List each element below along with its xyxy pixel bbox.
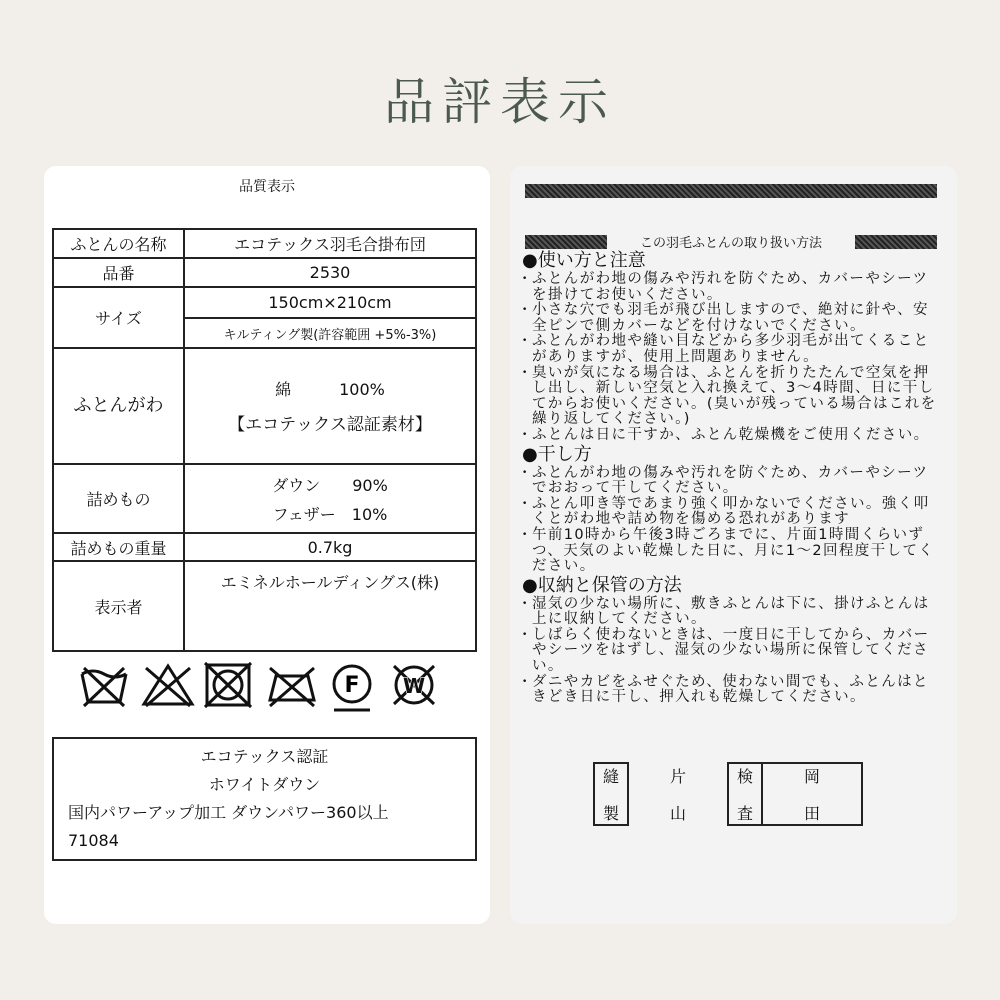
char: 田 bbox=[803, 804, 820, 823]
row-value: 150cm×210cm bbox=[184, 287, 476, 318]
row-label: ふとんの名称 bbox=[53, 229, 184, 258]
check-label bbox=[728, 763, 762, 825]
table-row bbox=[53, 561, 476, 651]
row-value bbox=[184, 348, 476, 464]
quality-label-card bbox=[44, 166, 490, 924]
quality-label-header: 品質表示 bbox=[239, 179, 295, 195]
dry-clean-f-icon bbox=[326, 660, 378, 710]
list-item: • ふとんがわ地や縫い目などから多少羽毛が出てくることがありますが、使用上問題ありません。 bbox=[522, 334, 940, 365]
value-line: 綿 100% bbox=[275, 380, 385, 399]
sewing-value bbox=[628, 763, 728, 825]
section-title: ●収納と保管の方法 bbox=[522, 574, 682, 596]
sewing-label bbox=[594, 763, 628, 825]
cert-line: エコテックス認証 bbox=[200, 747, 329, 766]
list-item: • しばらく使わないときは、一度日に干してから、カバーやシーツをはずし、湿気の少ない場所に保管してください。 bbox=[522, 628, 940, 675]
row-value bbox=[184, 464, 476, 533]
list-item: • ふとん叩き等であまり強く叩かないでください。強く叩くとがわ地や詰め物を傷める恐れがあります bbox=[522, 497, 940, 528]
list-item: • ふとんは日に干すか、ふとん乾燥機をご使用ください。 bbox=[522, 428, 940, 444]
row-value: 0.7kg bbox=[184, 533, 476, 561]
no-tumble-dry-icon bbox=[202, 660, 254, 710]
row-label: ふとんがわ bbox=[53, 348, 184, 464]
inspection-table bbox=[593, 762, 863, 826]
row-label: 詰めもの bbox=[53, 464, 184, 533]
table-row bbox=[53, 258, 476, 287]
header-bar bbox=[525, 184, 937, 198]
row-value: エミネルホールディングス(株) bbox=[184, 561, 476, 651]
row-label: 品番 bbox=[53, 258, 184, 287]
table-row bbox=[53, 533, 476, 561]
char: 査 bbox=[736, 804, 753, 823]
list-item: • 午前10時から午後3時ごろまでに、片面1時間くらいずつ、天気のよい乾燥した日に、月に1～2回程度干してください。 bbox=[522, 528, 940, 575]
row-label: サイズ bbox=[53, 287, 184, 348]
row-label: 詰めもの重量 bbox=[53, 533, 184, 561]
value-line: ダウン 90% bbox=[272, 475, 388, 495]
no-bleach-icon bbox=[140, 660, 192, 710]
list-item: • ダニやカビをふせぐため、使わない間でも、ふとんはときどき日に干し、押入れも乾燥してください。 bbox=[522, 675, 940, 706]
svg-text:F: F bbox=[344, 673, 360, 698]
section-title: ●使い方と注意 bbox=[522, 250, 646, 271]
char: 縫 bbox=[602, 767, 619, 786]
cert-line: 国内パワーアップ加工 ダウンパワー360以上 bbox=[68, 803, 389, 822]
care-header-title: この羽毛ふとんの取り扱い方法 bbox=[639, 236, 822, 251]
list-item: • 小さな穴でも羽毛が飛び出しますので、絶対に針や、安全ピンで側カバーなどを付けないでください。 bbox=[522, 303, 940, 334]
value-line: フェザー 10% bbox=[272, 504, 388, 524]
char: 製 bbox=[602, 804, 619, 823]
decor-bar bbox=[525, 235, 607, 249]
no-iron-icon bbox=[264, 660, 316, 710]
certification-box bbox=[52, 737, 477, 861]
list-item: • ふとんがわ地の傷みや汚れを防ぐため、カバーやシーツでおおって干してください。 bbox=[522, 466, 940, 497]
care-header bbox=[525, 232, 937, 251]
char: 山 bbox=[669, 804, 686, 823]
row-label: 表示者 bbox=[53, 561, 184, 651]
char: 岡 bbox=[803, 767, 820, 786]
value-line: 【エコテックス認証素材】 bbox=[228, 415, 432, 435]
char: 検 bbox=[736, 767, 753, 786]
no-wash-icon bbox=[78, 660, 130, 710]
care-body bbox=[522, 250, 940, 706]
care-instructions-card bbox=[510, 166, 957, 924]
row-note: キルティング製(許容範囲 +5%-3%) bbox=[184, 318, 476, 348]
list-item: • 湿気の少ない場所に、敷きふとんは下に、掛けふとんは上に収納してください。 bbox=[522, 597, 940, 628]
char: 片 bbox=[669, 767, 686, 786]
row-value: 2530 bbox=[184, 258, 476, 287]
list-item: • ふとんがわ地の傷みや汚れを防ぐため、カバーやシーツを掛けてお使いください。 bbox=[522, 272, 940, 303]
care-symbols bbox=[78, 660, 440, 710]
check-value bbox=[762, 763, 862, 825]
cert-line: 71084 bbox=[68, 831, 119, 850]
svg-text:W: W bbox=[402, 674, 426, 698]
page-title: 品評表示 bbox=[384, 73, 616, 131]
list-item: • 臭いが気になる場合は、ふとんを折りたたんで空気を押し出し、新しい空気と入れ換えて、3～4時間、日に干してからお使いください。(臭いが残っている場合はこれを繰り返してください。) bbox=[522, 366, 940, 428]
table-row bbox=[53, 464, 476, 533]
section-title: ●干し方 bbox=[522, 443, 592, 465]
no-wet-clean-icon bbox=[388, 660, 440, 710]
quality-table bbox=[52, 228, 477, 652]
table-row bbox=[53, 287, 476, 318]
row-value: エコテックス羽毛合掛布団 bbox=[184, 229, 476, 258]
table-row bbox=[53, 348, 476, 464]
decor-bar bbox=[855, 235, 937, 249]
table-row bbox=[53, 229, 476, 258]
cert-line: ホワイトダウン bbox=[208, 775, 321, 794]
